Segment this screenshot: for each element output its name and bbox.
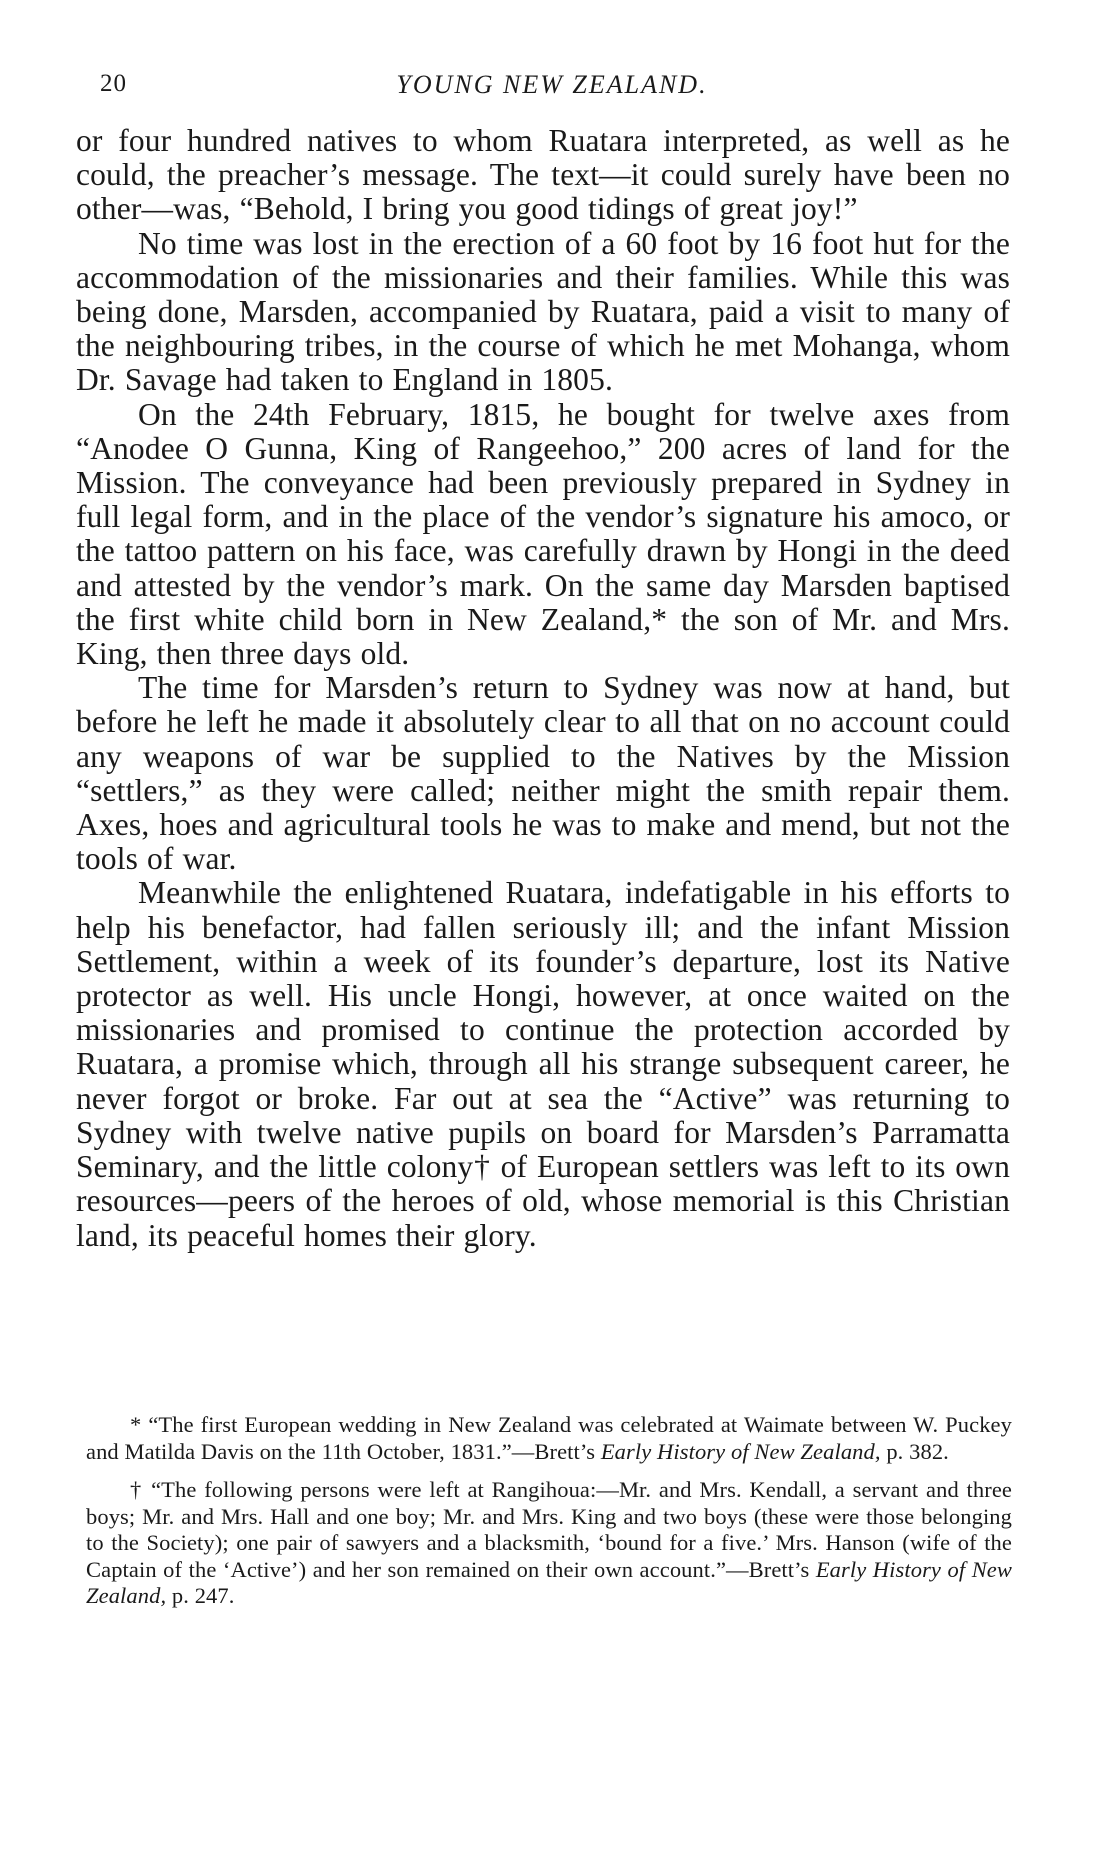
page-number: 20	[100, 70, 127, 97]
footnote-source-title: Early History of New Zealand,	[600, 1438, 881, 1464]
footnote-page-ref: p. 247.	[166, 1583, 235, 1608]
footnote	[86, 1477, 1012, 1610]
body-paragraph: On the 24th February, 1815, he bought for twelve axes from “Anodee O Gunna, King of Rangeehoo,” 200 acres of land for the Mission. The conveyance had been previously prepared in Sydney in full legal form, and in the place of the vendor’s signature his amoco, or the tattoo pattern on his face, was carefully drawn by Hongi in the deed and attested by the vendor’s mark. On the same day Marsden baptised the first white child born in New Zealand,* the son of Mr. and Mrs. King, then three days old.	[76, 396, 1010, 672]
body-paragraph: or four hundred natives to whom Ruatara interpreted, as well as he could, the preacher’s message. The text—it could surely have been no other—was, “Behold, I bring you good tidings of great joy!”	[76, 123, 1010, 227]
footnote	[86, 1412, 1012, 1465]
footnotes	[86, 1412, 1012, 1622]
footnote-text: † “The following persons were left at Rangihoua:—Mr. and Mrs. Kendall, a servant and three boys; Mr. and Mrs. Hall and one boy; Mr. and Mrs. King and two boys (these were those belonging to the Society); one pair of sawyers and a blacksmith, ‘bound for a five.’ Mrs. Hanson (wife of the Captain of the ‘Active’) and her son remained on their own account.”—Brett’s	[86, 1477, 1012, 1582]
footnote-page-ref: p. 382.	[880, 1438, 949, 1464]
footnote-text: * “The first European wedding in New Zealand was celebrated at Waimate between W. Puckey and Matilda Davis on the 11th October, 1831.”—Brett’s	[86, 1412, 1012, 1464]
body-text	[76, 124, 1010, 1253]
body-paragraph: No time was lost in the erection of a 60 foot by 16 foot hut for the accommodation of the missionaries and their families. While this was being done, Marsden, accompanied by Ruatara, paid a visit to many of the neighbouring tribes, in the course of which he met Mohanga, whom Dr. Savage had taken to England in 1805.	[76, 225, 1010, 398]
footnote-source-title: Early History of New Zealand,	[86, 1556, 1012, 1608]
body-paragraph: The time for Marsden’s return to Sydney was now at hand, but before he left he made it absolutely clear to all that on no account could any weapons of war be supplied to the Natives by the Mission “settlers,” as they were called; neither might the smith repair them. Axes, hoes and agricultural tools he was to make and mend, but not the tools of war.	[76, 670, 1010, 877]
running-title: YOUNG NEW ZEALAND.	[396, 70, 708, 99]
body-paragraph: Meanwhile the enlightened Ruatara, indefatigable in his efforts to help his benefactor, had fallen seriously ill; and the infant Mission Settlement, within a week of its founder’s departure, lost its Native protector as well. His uncle Hongi, however, at once waited on the missionaries and promised to continue the protection accorded by Ruatara, a promise which, through all his strange subsequent career, he never forgot or broke. Far out at sea the “Active” was returning to Sydney with twelve native pupils on board for Marsden’s Parramatta Seminary, and the little colony† of European settlers was left to its own resources—peers of the heroes of old, whose memorial is this Christian land, its peaceful homes their glory.	[76, 875, 1010, 1253]
page-header	[96, 70, 1008, 110]
